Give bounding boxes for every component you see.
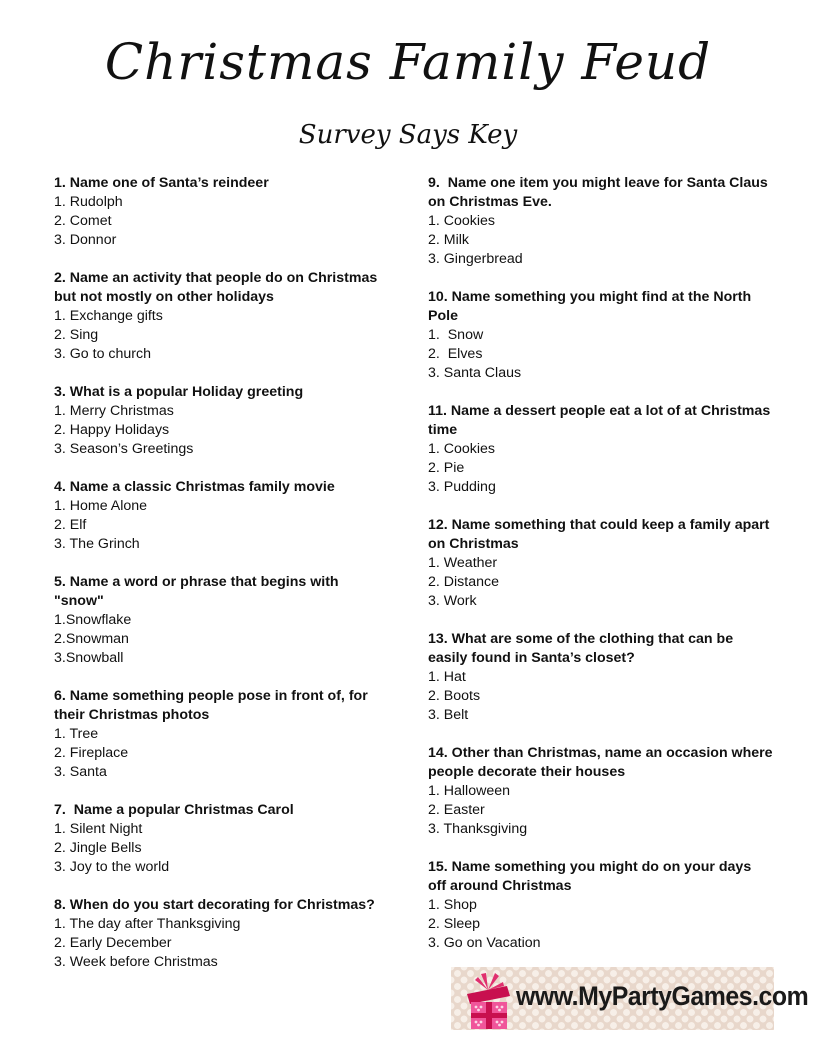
answer: 3. Belt <box>428 707 469 723</box>
question-title: 10. Name something you might find at the North Pole <box>428 289 756 324</box>
answer: 3. Donnor <box>54 232 117 248</box>
answer: 1. Cookies <box>428 213 496 229</box>
answer: 2. Fireplace <box>54 745 129 761</box>
question-7 <box>54 801 384 877</box>
answer: 2. Boots <box>428 688 481 704</box>
answer: 1. Weather <box>428 555 498 571</box>
logo-text[interactable]: www.MyPartyGames.com <box>516 981 809 1011</box>
answer: 3. Santa Claus <box>428 365 522 381</box>
question-4 <box>54 478 384 554</box>
answer: 2.Snowman <box>54 631 129 647</box>
question-title: 12. Name something that could keep a family apart on Christmas <box>428 517 774 552</box>
answer: 2. Jingle Bells <box>54 840 142 856</box>
question-title: 5. Name a word or phrase that begins with "snow" <box>54 574 343 609</box>
question-14 <box>428 744 777 839</box>
answer: 2. Happy Holidays <box>54 422 170 438</box>
answer: 2. Sing <box>54 327 99 343</box>
question-title: 6. Name something people pose in front of, for their Christmas photos <box>54 688 372 723</box>
answer: 1. Home Alone <box>54 498 148 514</box>
answer: 1. The day after Thanksgiving <box>54 916 241 932</box>
site-logo-banner[interactable] <box>451 967 809 1030</box>
answer: 1.Snowflake <box>54 612 132 628</box>
question-title: 8. When do you start decorating for Christmas? <box>54 897 375 913</box>
gift-box-icon <box>463 972 513 1030</box>
question-5 <box>54 573 384 668</box>
answer: 1. Shop <box>428 897 477 913</box>
answer: 3. Gingerbread <box>428 251 523 267</box>
question-title: 14. Other than Christmas, name an occasion where people decorate their houses <box>428 745 777 780</box>
answer: 1. Halloween <box>428 783 511 799</box>
question-title: 13. What are some of the clothing that can be easily found in Santa’s closet? <box>428 631 738 666</box>
question-title: 11. Name a dessert people eat a lot of at Christmas time <box>428 403 775 438</box>
question-6 <box>54 687 384 782</box>
answer: 3. Work <box>428 593 477 609</box>
answer: 1. Exchange gifts <box>54 308 163 324</box>
answer: 1. Cookies <box>428 441 496 457</box>
answer: 1. Tree <box>54 726 99 742</box>
question-2 <box>54 269 384 364</box>
page-title: Christmas Family Feud <box>104 33 712 91</box>
answer: 2. Milk <box>428 232 469 248</box>
answer: 2. Elves <box>428 346 483 362</box>
question-title: 7. Name a popular Christmas Carol <box>54 802 294 818</box>
answer: 3. Joy to the world <box>54 859 170 875</box>
answer: 2. Pie <box>428 460 465 476</box>
answer: 1. Rudolph <box>54 194 123 210</box>
question-title: 1. Name one of Santa’s reindeer <box>54 175 269 191</box>
question-title: 4. Name a classic Christmas family movie <box>54 479 335 495</box>
answer: 3. Go to church <box>54 346 151 362</box>
answer: 1. Hat <box>428 669 466 685</box>
answer: 3. Thanksgiving <box>428 821 528 837</box>
questions-left-column <box>54 174 384 991</box>
question-8 <box>54 896 384 972</box>
answer: 2. Easter <box>428 802 485 818</box>
question-13 <box>428 630 773 725</box>
answer: 2. Distance <box>428 574 499 590</box>
answer: 3. Season’s Greetings <box>54 441 194 457</box>
page-subtitle: Survey Says Key <box>298 120 518 150</box>
question-9 <box>428 174 773 269</box>
answer: 3. Week before Christmas <box>54 954 218 970</box>
answer: 3. Pudding <box>428 479 496 495</box>
question-title: 15. Name something you might do on your days off around Christmas <box>428 859 756 894</box>
question-12 <box>428 516 773 611</box>
question-title: 2. Name an activity that people do on Christmas but not mostly on other holidays <box>54 270 382 305</box>
question-11 <box>428 402 773 497</box>
question-15 <box>428 858 773 953</box>
answer: 3. The Grinch <box>54 536 140 552</box>
answer: 3. Santa <box>54 764 107 780</box>
answer: 2. Elf <box>54 517 87 533</box>
question-title: 3. What is a popular Holiday greeting <box>54 384 304 400</box>
question-3 <box>54 383 384 459</box>
answer: 1. Merry Christmas <box>54 403 174 419</box>
answer: 3. Go on Vacation <box>428 935 541 951</box>
question-title: 9. Name one item you might leave for Santa Claus on Christmas Eve. <box>428 175 772 210</box>
answer: 2. Early December <box>54 935 172 951</box>
questions-right-column <box>428 174 777 972</box>
question-1 <box>54 174 384 250</box>
answer: 3.Snowball <box>54 650 124 666</box>
answer: 1. Silent Night <box>54 821 143 837</box>
answer: 2. Comet <box>54 213 112 229</box>
answer: 1. Snow <box>428 327 484 343</box>
answer: 2. Sleep <box>428 916 481 932</box>
question-10 <box>428 288 773 383</box>
